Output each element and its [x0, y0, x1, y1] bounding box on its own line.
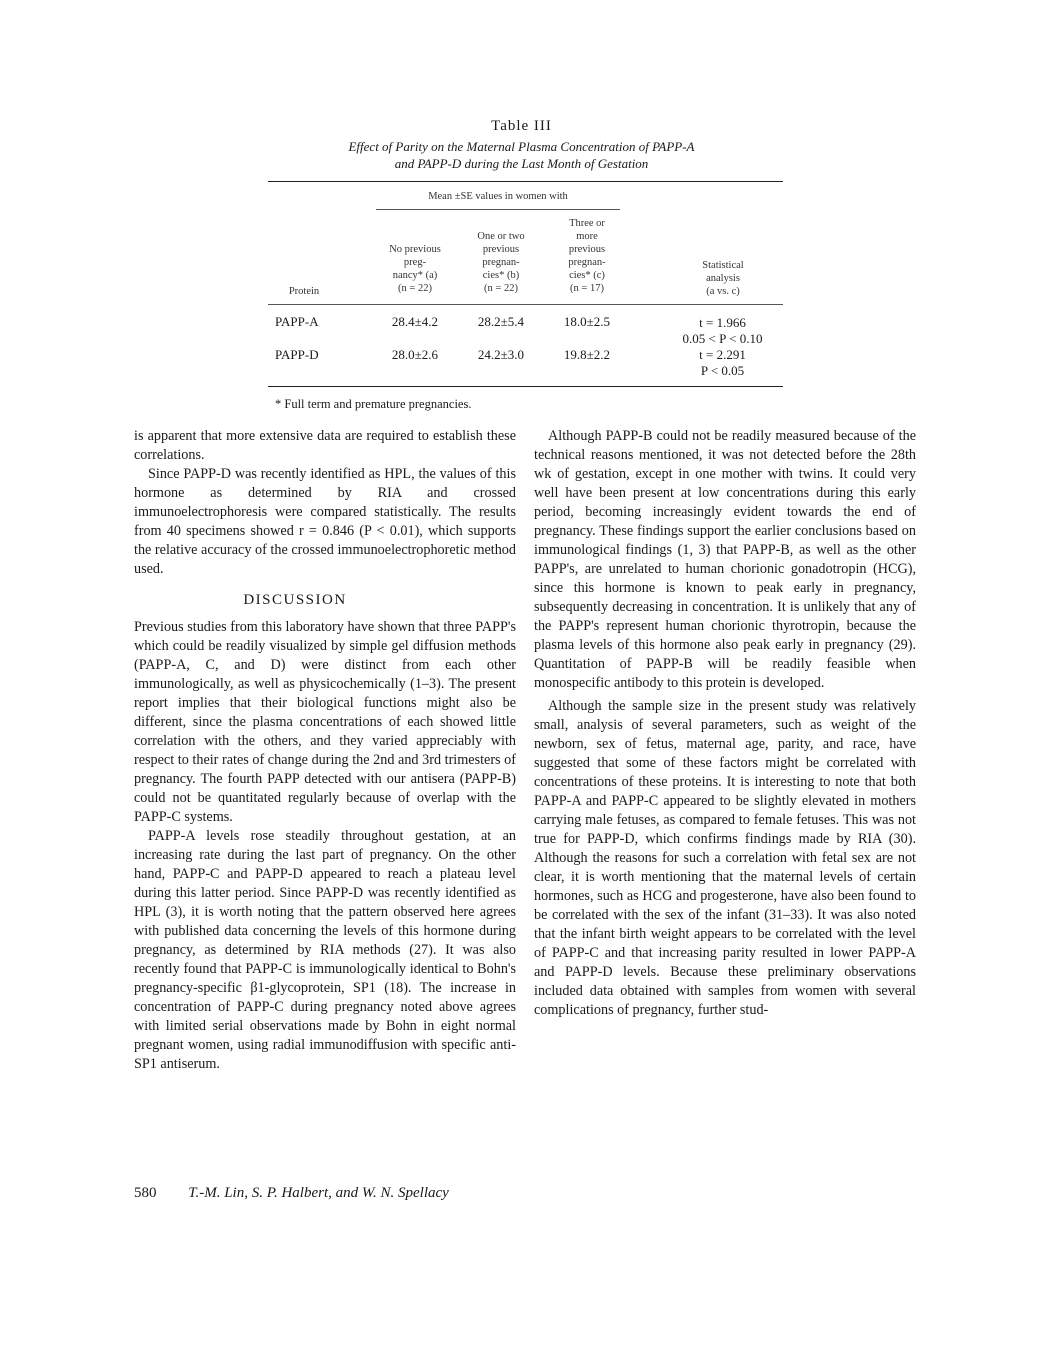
table-row-1-c: 18.0±2.5: [563, 314, 611, 329]
table-header-col-a: No previous preg- nancy* (a) (n = 22): [389, 244, 441, 294]
left-paragraph-2: Since PAPP-D was recently identified as HPL, the values of this hormone as determined by RIA and crossed immunoelectrophoresis were compared statistically. The results from 40 specimens showed r = 0.846 (P < 0.01), which supports the relative accuracy of the crossed immunoelectrophoretic method used.: [134, 466, 516, 577]
section-heading-discussion: DISCUSSION: [243, 592, 347, 608]
table-row-1-stat-p: 0.05 < P < 0.10: [682, 331, 763, 346]
table-row-2-b: 24.2±3.0: [477, 347, 525, 362]
page-number: 580: [134, 1185, 157, 1201]
table-header-stat: Statistical analysis (a vs. c): [702, 260, 744, 297]
right-paragraph-1: Although PAPP-B could not be readily measured because of the technical reasons mentioned, it was not detected before the 28th wk of gestation, except in one mother with twins. It could very well have been present at low concentrations during this early period, becoming increasingly evident towards the end of pregnancy. These findings support the earlier conclusions based on immunological findings (1, 3) that PAPP-B, as well as the other PAPP's, are unrelated to human chorionic gonadotropin (HCG), since this hormone is known to peak early in pregnancy, subsequently decreasing in concentration. It is unlikely that any of the PAPP's represent human chorionic thyrotropin, because the plasma levels of this hormone also peak early in pregnancy (29). Quantitation of PAPP-B will be readily feasible when monospecific antibody to this protein is developed.: [534, 428, 916, 691]
table-caption-line-2: and PAPP-D during the Last Month of Gestation: [394, 156, 649, 171]
running-authors: T.-M. Lin, S. P. Halbert, and W. N. Spellacy: [188, 1185, 449, 1201]
table-row-2-stat-p: P < 0.05: [700, 363, 745, 378]
table-header-col-b: One or two previous pregnan- cies* (b) (n = 22): [477, 231, 525, 294]
left-column: [134, 427, 516, 1074]
table-footnote: * Full term and premature pregnancies.: [275, 397, 472, 411]
table-row-1-stat-t: t = 1.966: [699, 315, 746, 330]
table-header-protein: Protein: [288, 286, 320, 297]
table-row-2-protein: PAPP-D: [275, 347, 319, 362]
table-caption: [0, 138, 1043, 172]
page-footer: [134, 1185, 449, 1202]
left-paragraph-4: PAPP-A levels rose steadily throughout gestation, at an increasing rate during the last part of pregnancy. On the other hand, PAPP-C and PAPP-D appeared to reach a plateau level during this latter period. Since PAPP-D was recently identified as HPL (3), it is worth noting that the pattern observed here agrees with published data concerning the levels of this hormone during pregnancy, as determined by RIA methods (27). It was also recently found that PAPP-C is immunologically identical to Bohn's pregnancy-specific β1-glycoprotein, SP1 (18). The increase in concentration of PAPP-C during pregnancy noted above agrees with limited serial observations made by Bohn in eight normal pregnant women, using radial immunodiffusion with specific anti-SP1 antiserum.: [134, 828, 516, 1072]
table-row-1-b: 28.2±5.4: [477, 314, 525, 329]
table-bottom-rule: [268, 386, 783, 387]
table-title: Table III: [491, 118, 552, 134]
table-row-2-a: 28.0±2.6: [391, 347, 439, 362]
table-header-rule: [268, 304, 783, 305]
table-group-rule: [376, 209, 620, 210]
table-header-col-c: Three or more previous pregnan- cies* (c) (n = 17): [568, 218, 606, 294]
left-paragraph-3: Previous studies from this laboratory have shown that three PAPP's which could be readily visualized by simple gel diffusion methods (PAPP-A, C, and D) were distinct from each other immunologically, as well as physicochemically (1–3). The present report implies that their biological functions might also be different, since the plasma concentrations of each showed little correlation with the others, and they varied appreciably with respect to their rates of change during the 2nd and 3rd trimesters of pregnancy. The fourth PAPP detected with our antisera (PAPP-B) could not be quantitated regularly because of overlap with the PAPP-C systems.: [134, 619, 516, 825]
right-column: [534, 427, 916, 1020]
right-paragraph-2: Although the sample size in the present study was relatively small, analysis of several parameters, such as weight of the newborn, sex of fetus, maternal age, parity, and race, have suggested that some of these factors might be correlated with concentrations of these proteins. It is interesting to note that both PAPP-A and PAPP-C appeared to be slightly elevated in mothers carrying male fetuses, as compared to female fetuses. This was not true for PAPP-D, which confirms findings made by RIA (30). Although the reasons for such a correlation with fetal sex are not clear, it is worth mentioning that the maternal levels of certain hormones, such as HCG and progesterone, have also been found to be correlated with the sex of the infant (31–33). It was also noted that the infant birth weight appears to be correlated with the level of PAPP-C and that increasing parity resulted in lower PAPP-A and PAPP-D levels. Because these preliminary observations included data obtained with samples from women with several complications of pregnancy, further stud-: [534, 698, 916, 1018]
table-row-2-c: 19.8±2.2: [563, 347, 611, 362]
table-top-rule: [268, 181, 783, 182]
table-row-1-a: 28.4±4.2: [391, 314, 439, 329]
table-row-1-protein: PAPP-A: [275, 314, 319, 329]
table-group-header: Mean ±SE values in women with: [428, 191, 568, 202]
table-row-2-stat-t: t = 2.291: [699, 347, 746, 362]
left-paragraph-1: is apparent that more extensive data are required to establish these correlations.: [134, 428, 516, 463]
table-caption-line-1: Effect of Parity on the Maternal Plasma Concentration of PAPP-A: [348, 139, 695, 154]
